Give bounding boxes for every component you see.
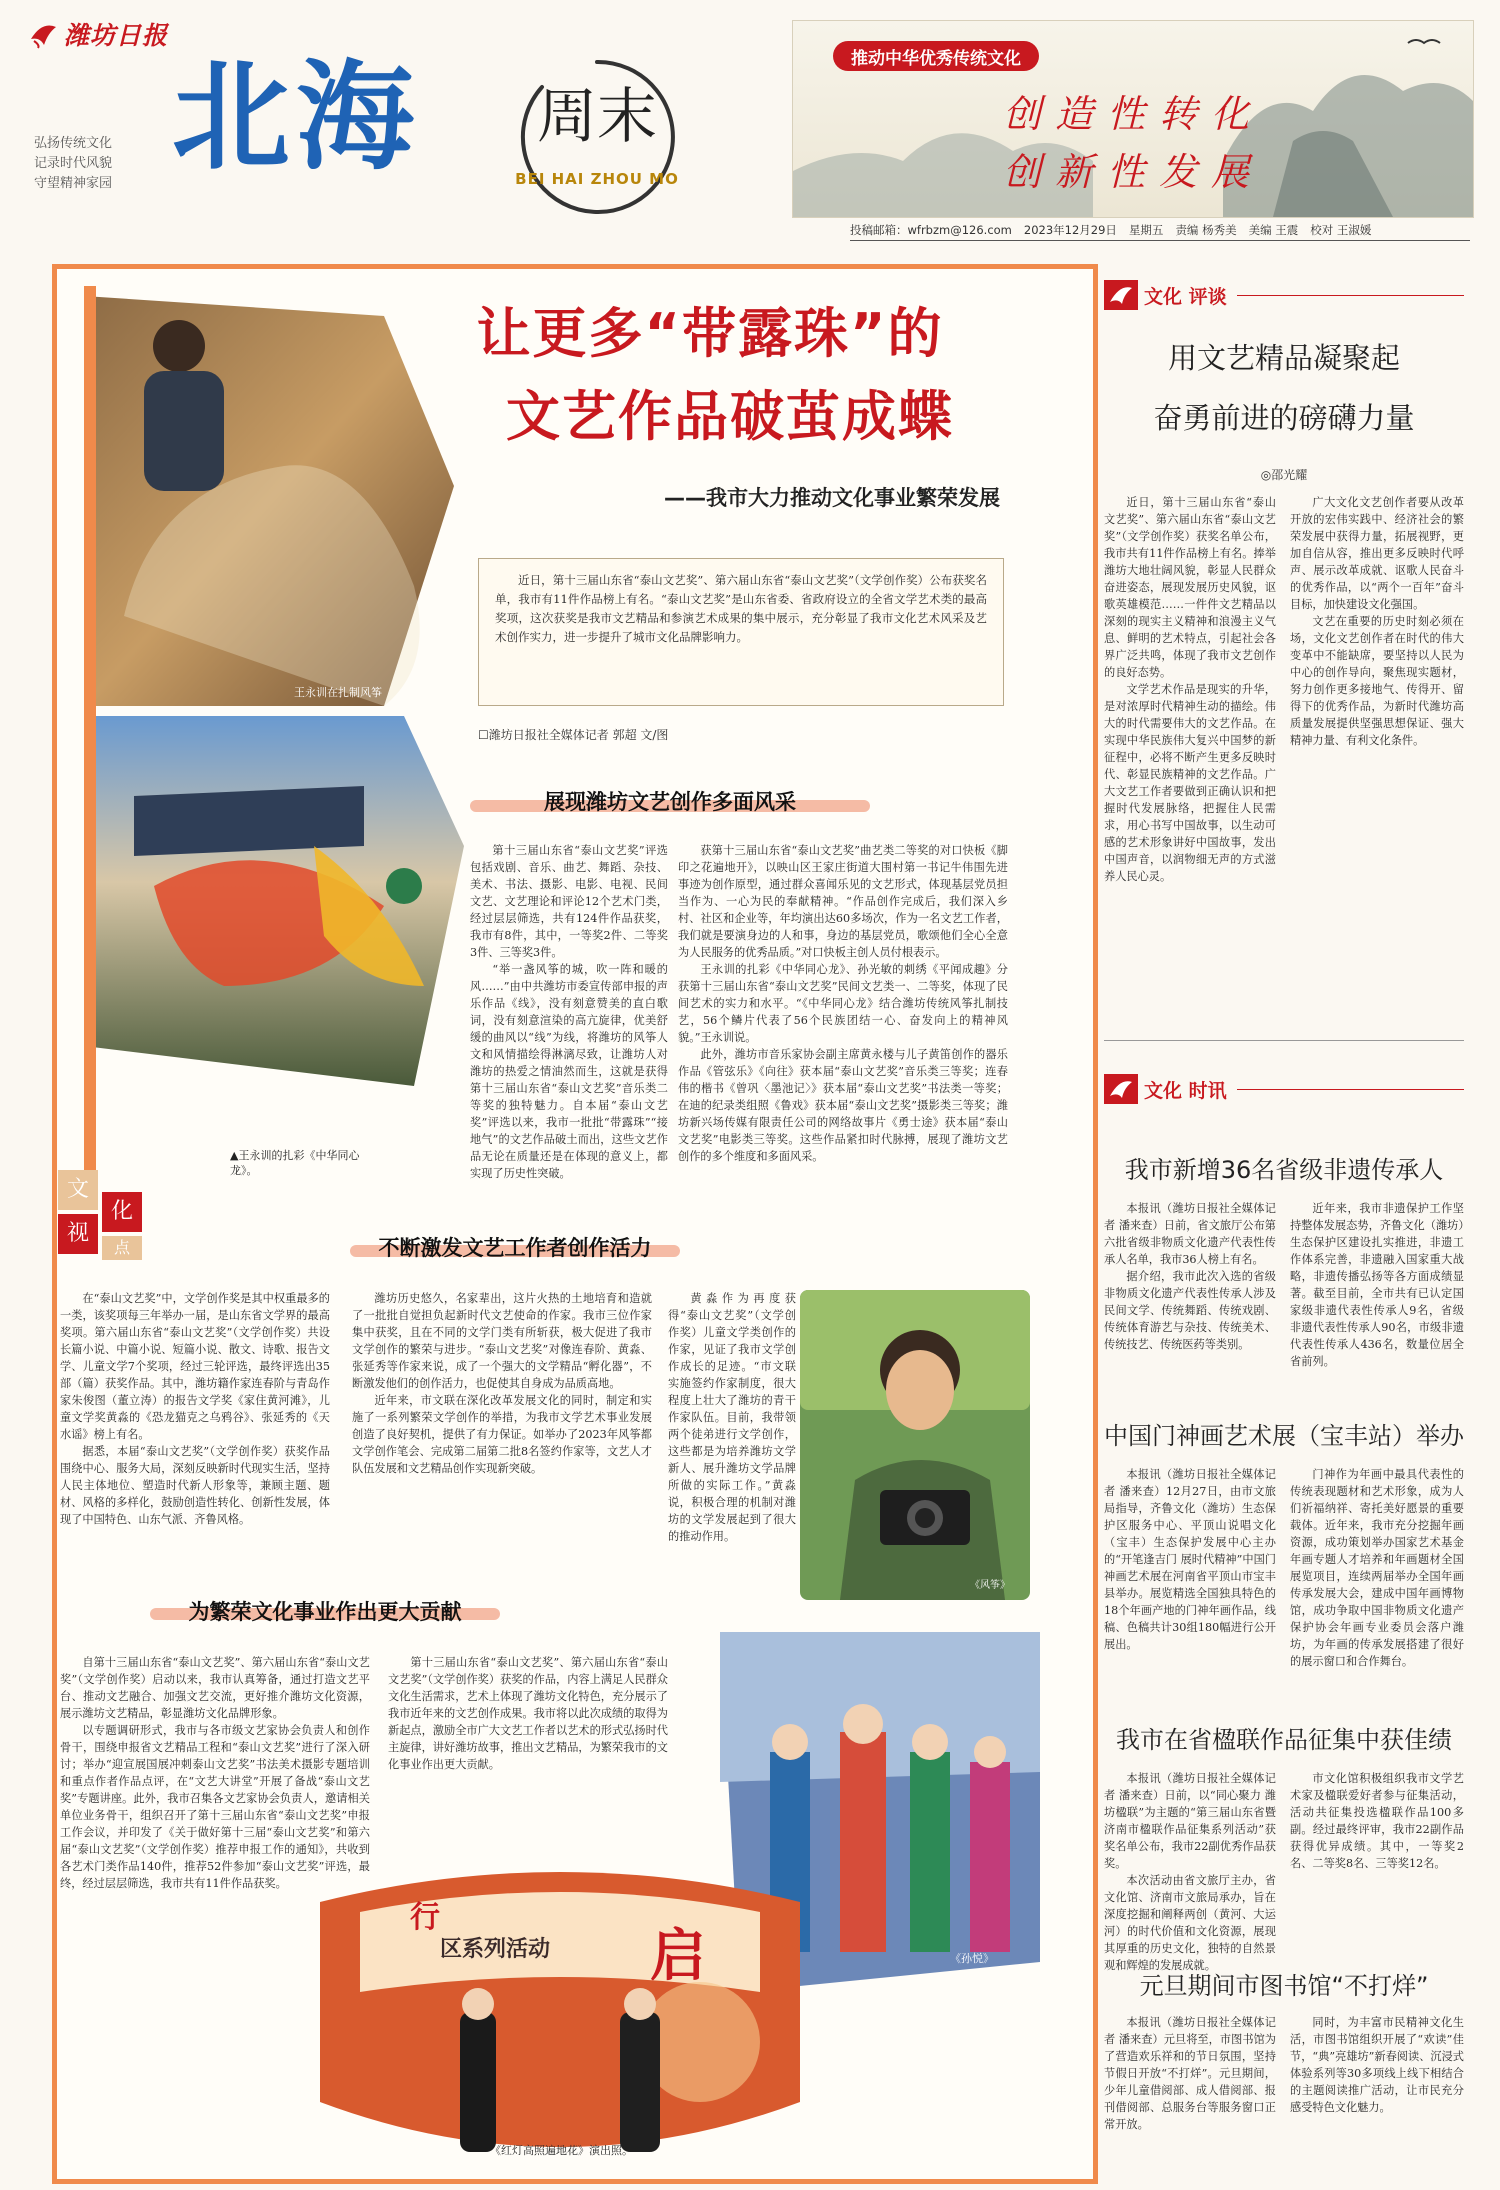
caption-photo-5: 《风筝》 bbox=[970, 1580, 1010, 1591]
news-1-col-1 bbox=[1104, 1200, 1276, 1410]
news-3-para-2: 本次活动由省文旅厅主办，省文化馆、济南市文旅局承办，旨在深度挖掘和阐释两创（黄河、大运河）的时代价值和文化资源，展现其厚重的历史文化，独特的自然景观和辉煌的发展成就。 bbox=[1104, 1874, 1276, 1972]
news-label-line bbox=[1237, 1089, 1464, 1090]
lead-intro-text: 近日，第十三届山东省“泰山文艺奖”、第六届山东省“泰山文艺奖”（文学创作奖）公布获奖名单，我市有11件作品榜上有名。“泰山文艺奖”是山东省委、省政府设立的全省文学艺术类的最高奖项，这次获奖是我市文艺精品和参演艺术成果的集中展示，充分彰显了我市文化艺术风采及艺术创作实力，进一步提升了城市文化品牌影响力。 bbox=[495, 573, 987, 644]
section-1-col-1 bbox=[470, 842, 668, 1206]
s2-para-1: 在“泰山文艺奖”中，文学创作奖是其中权重最多的一类，该奖项每三年举办一届，是山东省文学界的最高奖项。第六届山东省“泰山文艺奖”（文学创作奖）共设长篇小说、中篇小说、短篇小说、散文、诗歌、报告文学、儿童文学7个奖项，经过三轮评选，最终评选出35部（篇）获奖作品。其中，潍坊籍作家连春阶与青岛作家朱俊图（董立涛）的报告文学奖《家住黄河滩》，儿童文学奖黄淼的《恐龙猫克之乌鸦谷》、张延秀的《天水谣》榜上有名。 bbox=[60, 1292, 330, 1441]
s1-para-3: 获第十三届山东省“泰山文艺奖”曲艺类二等奖的对口快板《脚印之花遍地开》，以映山区王家庄街道大围村第一书记牛伟围先进事迹为创作原型，通过群众喜闻乐见的文艺形式，体现基层党员担当作为、一心为民的奉献精神。“作品创作完成后，我们深入乡村、社区和企业等，年均演出达60多场次，作为一名文艺工作者，我们就是要演身边的人和事，身边的基层党员，歌颂他们全心全意为人民服务的优秀品质。”对口快板主创人员付根表示。 bbox=[678, 844, 1008, 959]
lead-headline-2: 文艺作品破茧成蝶 bbox=[506, 385, 954, 448]
news-4-para-1: 本报讯（潍坊日报社全媒体记者 潘来查）元旦将至，市图书馆为了营造欢乐祥和的节日氛围，坚持节假日开放“不打烊”。元旦期间，少年儿童借阅部、成人借阅部、报刊借阅部、总服务台等服务窗口正常开放。 bbox=[1104, 2016, 1276, 2131]
s1-para-5: 此外，潍坊市音乐家协会副主席黄永楼与儿子黄笛创作的器乐作品《管弦乐》《向往》获本届“泰山文艺奖”音乐类三等奖；连春伟的楷书《曾巩〈墨池记〉》获本届“泰山文艺奖”书法类一等奖；在迪的纪录类组照《鲁戏》获本届“泰山文艺奖”摄影类三等奖；潍坊新兴场传媒有限责任公司的网络故事片《勇士途》获本届“泰山文艺奖”电影类三等奖。这些作品紧扣时代脉搏，展现了潍坊文艺创作的多个维度和多面风采。 bbox=[678, 1048, 1008, 1163]
weekend-pinyin: BEI HAI ZHOU MO bbox=[515, 170, 679, 188]
comment-label-text: 文化 评谈 bbox=[1144, 285, 1227, 308]
lead-intro-box bbox=[478, 558, 1004, 706]
caption-photo-2: ▲王永训的扎彩《中华同心龙》。 bbox=[230, 1149, 360, 1177]
comment-title-1: 用文艺精品凝聚起 bbox=[1167, 341, 1400, 375]
news-2-para-1: 本报讯（潍坊日报社全媒体记者 潘来查）12月27日，由市文旅局指导，齐鲁文化（潍坊）生态保护区服务中心、平顶山说唱文化（宝丰）生态保护发展中心主办的“开笔逢吉门 展时代精神”中国门神画艺术展在河南省平顶山市宝丰县举办。展览精选全国独具特色的18个年画产地的门神年画作品，线稿、色稿共计30组180幅进行公开展出。 bbox=[1104, 1468, 1276, 1651]
comment-title-2: 奋勇前进的磅礴力量 bbox=[1153, 401, 1415, 435]
news-4-col-2 bbox=[1290, 2014, 1464, 2174]
info-designer: 美编 王震 bbox=[1248, 223, 1299, 237]
stage-big-char: 启 bbox=[650, 1924, 706, 1989]
comment-para-2: 文学艺术作品是现实的升华，是对浓厚时代精神生动的描绘。伟大的时代需要伟大的文艺作品。在实现中华民族伟大复兴中国梦的新征程中，必将不断产生更多反映时代、彰显民族精神的文艺作品。广大文艺工作者要做到正确认识和把握时代发展脉络，把握住人民需求，用心书写中国故事，以生动可感的艺术形象讲好中国故事，发出中国声音，以润物细无声的方式滋养人民心灵。 bbox=[1104, 683, 1276, 883]
comment-author: ◎邵光耀 bbox=[1260, 468, 1308, 482]
paper-logo bbox=[28, 18, 168, 50]
fan-photo-art bbox=[84, 286, 464, 1186]
section-3-title: 为繁荣文化事业作出更大贡献 bbox=[188, 1600, 462, 1624]
news-1-para-3: 近年来，我市非遗保护工作坚持整体发展态势，齐鲁文化（潍坊）生态保护区建设扎实推进，非遗工作体系完善，非遗融入国家重大战略，非遗传播弘扬等各方面成绩显著。截至目前，全市共有已认定国家级非遗代表性传承人9名，省级非遗代表性传承人90名，市级非遗代表性传承人436名，数量位居全省前列。 bbox=[1290, 1202, 1464, 1368]
masthead bbox=[0, 0, 1500, 240]
s3-para-3: 第十三届山东省“泰山文艺奖”、第六届山东省“泰山文艺奖”（文学创作奖）获奖的作品，内容上满足人民群众文化生活需求，艺术上体现了潍坊文化特色，充分展示了我市近年来的文艺创作成果。我市将以此次成绩的取得为新起点，激励全市广大文艺工作者以艺术的形式弘扬时代主旋律，讲好潍坊故事，推出文艺精品，为繁荣我市的文化事业作出更大贡献。 bbox=[388, 1656, 668, 1771]
s2-para-2: 据悉，本届“泰山文艺奖”（文学创作奖）获奖作品围绕中心、服务大局，深刻反映新时代现实生活，坚持人民主体地位、塑造时代新人形象等，兼顾主题、题材、风格的多样化，鼓励创造性转化、创新性发展，体现了中国特色、山东气派、齐鲁风格。 bbox=[60, 1445, 330, 1526]
lead-headline-1: 让更多“带露珠”的 bbox=[476, 302, 944, 365]
comment-para-3: 广大文化文艺创作者要从改革开放的宏伟实践中、经济社会的繁荣发展中获得力量，拓展视野，更加自信从容，推出更多反映时代呼声、展示改革成就、讴歌人民奋斗的优秀作品，以“两个一百年”奋斗目标，加快建设文化强国。 bbox=[1290, 496, 1464, 611]
section-tag-c: 视 bbox=[58, 1214, 98, 1254]
banner-line-2: 创新性发展 bbox=[1003, 150, 1264, 194]
news-label-text: 文化 时讯 bbox=[1144, 1079, 1227, 1102]
section-2-title: 不断激发文艺工作者创作活力 bbox=[378, 1236, 652, 1260]
caption-photo-1: 王永训在扎制风筝 bbox=[294, 686, 382, 699]
info-weekday: 星期五 bbox=[1128, 223, 1164, 237]
s1-para-2: “举一盏风筝的城，吹一阵和暖的风……”由中共潍坊市委宣传部申报的声乐作品《线》，没有刻意赞美的直白歌词，没有刻意渲染的高亢旋律，优美舒缓的曲风以“线”为线，将潍坊的风筝人文和风情描绘得淋漓尽致，让潍坊人对潍坊的热爱之情油然而生，这就是获得第十三届山东省“泰山文艺奖”音乐类二等奖的独特魅力。自本届“泰山文艺奖”评选以来，我市一批批“带露珠”“接地气”的文艺作品破土而出，这些文艺作品无论在质量还是在体现的意义上，都实现了历史性突破。 bbox=[470, 963, 668, 1180]
section-tag-d: 点 bbox=[102, 1236, 142, 1260]
section-3-col-2 bbox=[388, 1654, 668, 1834]
s1-para-1: 第十三届山东省“泰山文艺奖”评选包括戏剧、音乐、曲艺、舞蹈、杂技、美术、书法、摄影、电影、电视、民间文艺、文艺理论和评论12个艺术门类，经过层层筛选，共有124件作品获奖，我市有8件，其中，一等奖2件、二等奖3件、三等奖3件。 bbox=[470, 844, 668, 959]
photographer-art bbox=[800, 1290, 1030, 1600]
masthead-rule bbox=[850, 240, 1470, 241]
s3-para-2: 以专题调研形式，我市与各市级文艺家协会负责人和创作骨干，围绕申报省文艺精品工程和“泰山文艺奖”进行了深入研讨；举办“迎宣展国展冲刺泰山文艺奖”书法美术摄影专题培训和重点作者作品点评，在“文艺大讲堂”开展了备战“泰山文艺奖”专题讲座。此外，我市召集各文艺家协会负责人，邀请相关单位业务骨干，组织召开了第十三届山东省“泰山文艺奖”申报工作会议，并印发了《关于做好第十三届“泰山文艺奖”和第六届“泰山文艺奖”（文学创作奖）推荐申报工作的通知》，共收到各艺术门类作品140件，推荐52件参加“泰山文艺奖”评选，最终，经过层层筛选，我市共有11件作品获奖。 bbox=[60, 1724, 370, 1890]
weekend-text: 周末 bbox=[537, 82, 657, 152]
banner-tag-text: 推动中华优秀传统文化 bbox=[851, 48, 1021, 69]
s2-para-5: 黄淼作为再度获得“泰山文艺奖”（文学创作奖）儿童文学类创作的作家，见证了我市文学创作成长的足迹。“市文联实施签约作家制度，很大程度上壮大了潍坊的青干作家队伍。目前，我带领两个徒弟进行文学创作，这些都是为培养潍坊文学新人、展升潍坊文学品牌所做的实际工作。”黄淼说，积极合理的机制对潍坊的文学发展起到了很大的推动作用。 bbox=[668, 1292, 796, 1543]
comment-para-4: 文艺在重要的历史时刻必须在场，文化文艺创作者在时代的伟大变革中不能缺席，要坚持以人民为中心的创作导向，聚焦现实题材，努力创作更多接地气、传得开、留得下的优秀作品，为新时代潍坊高质量发展提供坚强思想保证、强大精神力量、有利文化条件。 bbox=[1290, 615, 1464, 747]
s2-para-3: 潍坊历史悠久，名家辈出，这片火热的土地培育和造就了一批批自觉担负起新时代文艺使命的作家。我市三位作家集中获奖，且在不同的文学门类有所斩获，极大促进了我市文学创作的繁荣与进步。“泰山文艺奖”对像连春阶、黄淼、张延秀等作家来说，成了一个强大的文学精品“孵化器”，不断激发他们的创作活力，也促使其自身成为品质高地。 bbox=[352, 1292, 652, 1390]
news-2-para-2: 门神作为年画中最具代表性的传统表现题材和艺术形象，成为人们祈福纳祥、寄托美好愿景的重要载体。近年来，我市充分挖掘年画资源，成功策划举办国家艺术基金年画专题人才培养和年画题材全国展览项目，连续两届举办全国年画传承发展大会，建成中国年画博物馆，成功争取中国非物质文化遗产保护协会年画专业委员会落户潍坊，为年画的传承发展搭建了很好的展示窗口和合作舞台。 bbox=[1290, 1468, 1464, 1668]
news-1-para-2: 据介绍，我市此次入选的省级非物质文化遗产代表性传承人涉及民间文学、传统舞蹈、传统戏剧、传统体育游艺与杂技、传统美术、传统技艺、传统医药等类别。 bbox=[1104, 1270, 1276, 1351]
kite-logo-icon bbox=[28, 19, 58, 49]
s1-para-4: 王永训的扎彩《中华同心龙》、孙光敏的刺绣《平闻成趣》分获第十三届山东省“泰山文艺奖”民间文艺类一、二等奖，体现了民间艺术的实力和水平。“《中华同心龙》结合潍坊传统风筝扎制技艺，56个鳞片代表了56个民族团结一心、奋发向上的精神风貌。”王永训说。 bbox=[678, 963, 1008, 1044]
info-date: 2023年12月29日 bbox=[1023, 223, 1117, 237]
news-4-title: 元旦期间市图书馆“不打烊” bbox=[1139, 1972, 1429, 2000]
news-1-title: 我市新增36名省级非遗传承人 bbox=[1124, 1156, 1444, 1184]
banner-tag bbox=[833, 41, 1039, 71]
stage-big-left: 行 bbox=[410, 1900, 440, 1935]
news-3-title: 我市在省楹联作品征集中获佳绩 bbox=[1116, 1726, 1452, 1754]
news-3-col-1 bbox=[1104, 1770, 1276, 1972]
kite-label-icon-2 bbox=[1104, 1074, 1138, 1104]
news-4-para-2: 同时，为丰富市民精神文化生活，市图书馆组织开展了“欢读”佳节，“典”亮雄坊”新春阅读、沉浸式体验系列等30多项线上线下相结合的主题阅读推广活动，让市民充分感受特色文化魅力。 bbox=[1290, 2016, 1464, 2114]
section-1-title: 展现潍坊文艺创作多面风采 bbox=[544, 790, 796, 814]
kite-label-icon bbox=[1104, 280, 1138, 310]
paper-name: 潍坊日报 bbox=[64, 21, 169, 50]
news-2-title: 中国门神画艺术展（宝丰站）举办 bbox=[1104, 1422, 1464, 1450]
news-label bbox=[1104, 1072, 1464, 1106]
s2-para-4: 近年来，市文联在深化改革发展文化的同时，制定和实施了一系列繁荣文学创作的举措，为我市文学艺术事业发展创造了良好契机，提供了有力保证。如举办了2023年风筝都文学创作笔会、完成第二届第二批8名签约作家等，文艺人才队伍发展和文艺精品创作实现新突破。 bbox=[352, 1394, 652, 1475]
section-tag-a: 文 bbox=[58, 1170, 98, 1210]
photographer-photo bbox=[800, 1290, 1030, 1600]
info-editor: 责编 杨秀美 bbox=[1175, 223, 1237, 237]
news-3-para-1: 本报讯（潍坊日报社全媒体记者 潘来查）日前，以“同心聚力 潍坊楹联”为主题的“第三届山东省暨济南市楹联作品征集系列活动”获奖名单公布，我市22副优秀作品获奖。 bbox=[1104, 1772, 1276, 1870]
news-1-para-1: 本报讯（潍坊日报社全媒体记者 潘来查）日前，省文旅厅公布第六批省级非物质文化遗产代表性传承人名单，我市36人榜上有名。 bbox=[1104, 1202, 1276, 1266]
lead-byline: ☐潍坊日报社全媒体记者 郭超 文/图 bbox=[478, 728, 669, 742]
lead-subheadline: ——我市大力推动文化事业繁荣发展 bbox=[664, 486, 1000, 510]
fan-photo-group bbox=[84, 286, 464, 1186]
info-proof: 校对 王淑媛 bbox=[1310, 223, 1372, 237]
stage-screen-text: 区系列活动 bbox=[440, 1937, 551, 1962]
news-3-para-3: 市文化馆积极组织我市文学艺术家及楹联爱好者参与征集活动，活动共征集投选楹联作品100多副。经过最终评审，我市22副作品获得优异成绩。其中，一等奖2名、二等奖8名、三等奖12名。 bbox=[1290, 1772, 1464, 1870]
section-tag-b: 化 bbox=[102, 1192, 142, 1232]
motto-2: 记录时代风貌 bbox=[34, 156, 113, 171]
banner-line-1: 创造性转化 bbox=[1003, 92, 1264, 136]
section-1-col-2 bbox=[678, 842, 1008, 1206]
section-2-col-3 bbox=[668, 1290, 796, 1543]
motto-3: 守望精神家园 bbox=[34, 176, 113, 191]
caption-photo-3: 《孙悦》 bbox=[950, 1952, 994, 1965]
s3-para-1: 自第十三届山东省“泰山文艺奖”、第六届山东省“泰山文艺奖”（文学创作奖）启动以来，我市认真筹备，通过打造文艺平台、推动文艺融合、加强文艺交流，更好推介潍坊文化资源，展示潍坊文艺精品，彰显潍坊文化品牌形象。 bbox=[60, 1656, 370, 1720]
news-2-col-2 bbox=[1290, 1466, 1464, 1706]
weekend-badge bbox=[512, 52, 682, 222]
comment-label-line bbox=[1237, 295, 1464, 296]
caption-photo-4: 《红灯高照遍地花》演出照。 bbox=[490, 2144, 633, 2157]
masthead-banner bbox=[792, 20, 1474, 218]
motto-block bbox=[34, 134, 144, 194]
masthead-title: 北海 bbox=[172, 48, 421, 186]
news-4-col-1 bbox=[1104, 2014, 1276, 2174]
stage-art bbox=[320, 1872, 800, 2172]
comment-para-1: 近日，第十三届山东省“泰山文艺奖”、第六届山东省“泰山文艺奖”（文学创作奖）获奖名单公布，我市共有11件作品榜上有名。捧举潍坊大地壮阔风貌，彰显人民群众奋进姿态，展现发展历史风貌，讴歌英雄模范……一件件文艺精品以深刻的现实主义精神和浪漫主义气息、鲜明的艺术特点，引起社会各界广泛共鸣，体现了我市文艺创作的良好态势。 bbox=[1104, 496, 1276, 679]
news-1-col-2 bbox=[1290, 1200, 1464, 1410]
news-3-col-2 bbox=[1290, 1770, 1464, 1940]
motto-1: 弘扬传统文化 bbox=[34, 136, 113, 151]
info-email: 投稿邮箱：wfrbzm@126.com bbox=[850, 223, 1012, 237]
news-2-col-1 bbox=[1104, 1466, 1276, 1706]
right-divider bbox=[1104, 1040, 1464, 1041]
comment-col-2 bbox=[1290, 494, 1464, 974]
info-bar bbox=[850, 222, 1470, 238]
section-tag bbox=[58, 1170, 148, 1260]
comment-col-1 bbox=[1104, 494, 1276, 974]
stage-photo bbox=[320, 1872, 800, 2172]
comment-label bbox=[1104, 278, 1464, 312]
